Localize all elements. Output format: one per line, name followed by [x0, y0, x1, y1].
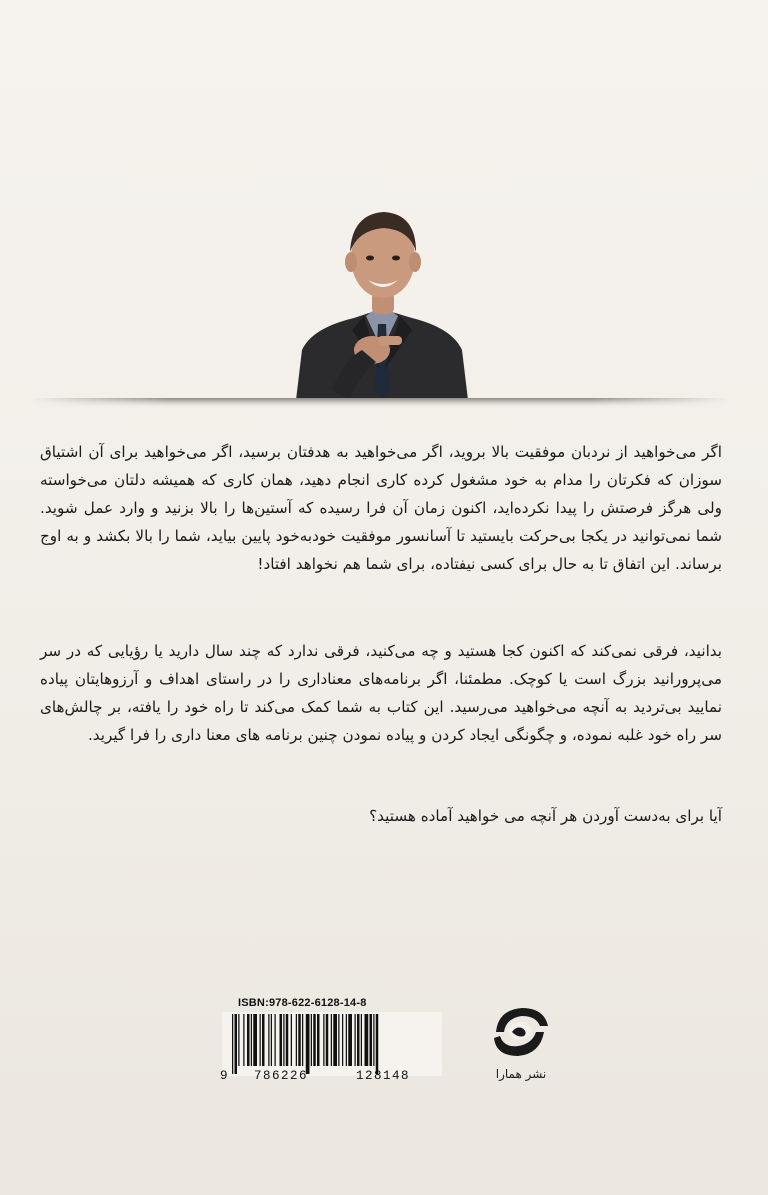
closing-question: آیا برای به‌دست آوردن هر آنچه می خواهید آماده هستید؟	[369, 807, 722, 825]
intro-paragraph: اگر می‌خواهید از نردبان موفقیت بالا بروید، اگر می‌خواهید به هدفتان برسید، اگر می‌خواهید برای آن اشتیاق سوزان که فکرتان را مدام به خود مشغول کرده کاری انجام دهید، همان کاری که همیشه دلتان می‌خواسته ولی هرگز فرصتش را پیدا نکرده‌اید، اکنون زمان آن فرا رسیده که آستین‌ها را بالا بزنید و وارد عمل شوید. شما نمی‌توانید در یکجا بی‌حرکت بایستید تا آسانسور موفقیت خودبه‌خود پایین بیاید، شما را بالا بکشد و به اوج برساند. این اتفاق تا به حال برای کسی نیفتاده، برای شما هم نخواهد افتاد!	[40, 443, 722, 573]
publisher-logo-text: نشر همارا	[495, 1067, 547, 1081]
barcode-digits-right: 128148	[356, 1069, 411, 1083]
isbn-label: ISBN:978-622-6128-14-8	[238, 997, 367, 1009]
publisher-logo	[486, 1002, 556, 1084]
body-paragraph: بدانید، فرقی نمی‌کند که اکنون کجا هستید و چه می‌کنید، فرقی ندارد که چند سال دارید یا رؤیایی که در سر می‌پرورانید بزرگ است یا کوچک. مطمئنا، اگر برنامه‌های معناداری را در راستای اهداف و آرزوهایتان پیاده نمایید بی‌تردید به آنچه می‌خواهید می‌رسید. این کتاب به شما کمک می‌کند تا راه خود را یافته، بر چالش‌های سر راه خود غلبه نموده، و چگونگی ایجاد کردن و پیاده نمودن چنین برنامه های معنا داری را فرا گیرید.	[40, 642, 722, 744]
barcode-image	[222, 1012, 442, 1076]
barcode-digit-first: 9	[220, 1069, 230, 1083]
shelf-divider	[30, 396, 730, 410]
barcode-digits-left: 786226	[254, 1069, 309, 1083]
author-photo	[292, 200, 472, 400]
